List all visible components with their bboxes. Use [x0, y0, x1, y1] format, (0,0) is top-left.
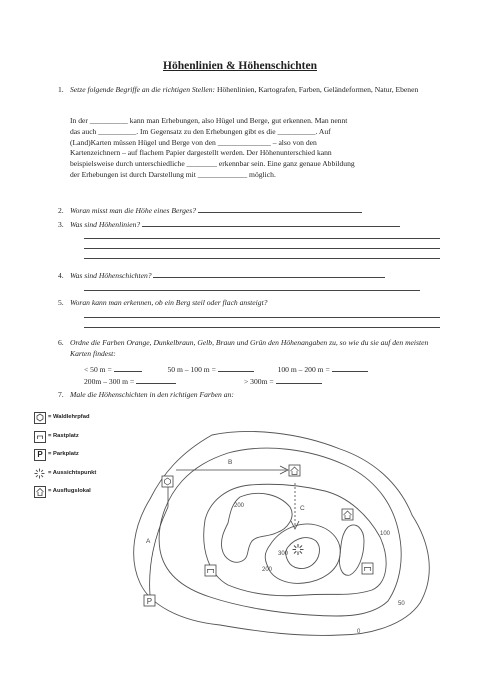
answer-line[interactable] — [218, 365, 254, 372]
legend-label: = Waldlehrpfad — [48, 414, 90, 420]
question-4 — [58, 271, 440, 282]
contour-line-100 — [339, 525, 364, 575]
height-range-row — [84, 377, 322, 386]
elevation-label-200: 200 — [262, 567, 273, 573]
elevation-label-300: 300 — [278, 551, 289, 557]
parking-icon: P — [34, 449, 46, 461]
map-restaurant-icon — [342, 509, 353, 520]
contour-map — [100, 425, 445, 640]
map-rest-area-icon — [205, 565, 216, 576]
range-label: < 50 m = — [84, 365, 112, 374]
map-restaurant-icon — [289, 465, 300, 476]
cloze-line[interactable]: das auch __________. Im Gegensatz zu den Erhebungen gibt es die __________. Auf — [70, 126, 331, 136]
question-text: Ordne die Farben Orange, Dunkelbraun, Gelb, Braun und Grün den Höhenangaben zu, so wie du sie auf den meisten Karten findest: — [70, 338, 429, 358]
contour-line-50 — [159, 448, 401, 616]
height-range-row — [84, 365, 368, 374]
question-text: Was sind Höhenlinien? — [70, 220, 141, 229]
restaurant-icon — [34, 486, 46, 498]
cloze-line[interactable]: Kartenzeichnern – auf flachem Papier dargestellt werden. Der Höhenunterschied kann — [70, 148, 332, 158]
question-7 — [58, 390, 440, 401]
answer-line[interactable] — [142, 220, 400, 227]
range-label: 100 m – 200 m = — [277, 365, 330, 374]
map-viewpoint-icon — [293, 544, 304, 555]
range-label: 50 m – 100 m = — [167, 365, 216, 374]
legend-label: = Aussichtspunkt — [48, 469, 97, 476]
term-list: Höhenlinien, Kartografen, Farben, Geländeformen, Natur, Ebenen — [215, 85, 419, 94]
cloze-paragraph — [70, 116, 442, 181]
answer-lines-q3 — [84, 238, 440, 269]
legend-label: = Ausflugslokal — [48, 488, 91, 494]
answer-lines-q5 — [84, 317, 440, 337]
answer-line[interactable] — [84, 238, 440, 239]
answer-line[interactable] — [276, 377, 322, 384]
question-6 — [58, 338, 442, 359]
elevation-label-100: 100 — [380, 531, 391, 537]
answer-line[interactable] — [153, 271, 385, 278]
legend-label: = Parkplatz — [48, 451, 79, 457]
question-text: Male die Höhenschichten in den richtigen Farben an: — [70, 390, 234, 399]
answer-line[interactable] — [332, 365, 368, 372]
question-number: 1. — [58, 85, 64, 94]
question-number: 4. — [58, 271, 64, 280]
question-number: 3. — [58, 220, 64, 229]
question-number: 2. — [58, 206, 64, 215]
question-text: Woran misst man die Höhe eines Berges? — [70, 206, 196, 215]
viewpoint-icon — [34, 468, 44, 478]
question-number: 6. — [58, 338, 64, 347]
range-label: > 300m = — [244, 377, 274, 386]
nature-trail-icon — [34, 412, 46, 424]
answer-line[interactable] — [84, 327, 440, 328]
answer-line[interactable] — [84, 317, 440, 318]
elevation-label-50: 50 — [398, 601, 405, 607]
question-number: 7. — [58, 390, 64, 399]
route-b-label: B — [228, 459, 233, 466]
answer-line[interactable] — [84, 248, 440, 249]
cloze-line[interactable]: (Land)Karten müssen Hügel und Berge von den ______________ – also von den — [70, 137, 317, 147]
elevation-label-200: 200 — [234, 503, 245, 509]
question-text: Woran kann man erkennen, ob ein Berg steil oder flach ansteigt? — [70, 298, 268, 307]
route-c-label: C — [300, 505, 305, 512]
map-rest-area-icon — [362, 563, 373, 574]
question-text: Setze folgende Begriffe an die richtigen Stellen: — [70, 85, 216, 94]
map-nature-trail-icon — [162, 476, 173, 487]
answer-line[interactable] — [114, 365, 142, 372]
route-a-label: A — [146, 538, 151, 545]
map-parking-icon — [144, 595, 155, 606]
legend-label: = Rastplatz — [48, 432, 79, 439]
answer-line[interactable] — [136, 377, 176, 384]
contour-line-300 — [286, 538, 320, 569]
range-label: 200m – 300 m = — [84, 377, 135, 386]
cloze-line[interactable]: beispielsweise durch unterschiedliche ________ erkennbar sein. Eine ganz genaue Abbildung — [70, 159, 355, 169]
question-1 — [58, 85, 440, 96]
rest-area-icon — [34, 431, 46, 443]
elevation-label-0: 0 — [357, 629, 361, 635]
answer-line[interactable] — [84, 290, 420, 291]
page-title: Höhenlinien & Höhenschichten — [163, 60, 317, 72]
question-number: 5. — [58, 298, 64, 307]
question-text: Was sind Höhenschichten? — [70, 271, 152, 280]
question-3 — [58, 220, 440, 231]
parking-letter: P — [146, 596, 153, 606]
answer-line[interactable] — [84, 258, 440, 259]
question-5 — [58, 298, 440, 309]
answer-line[interactable] — [198, 206, 362, 213]
cloze-line[interactable]: In der __________ kann man Erhebungen, also Hügel und Berge, gut erkennen. Man nennt — [70, 116, 348, 125]
question-2 — [58, 206, 440, 217]
cloze-line[interactable]: der Erhebungen ist durch Darstellung mit _____________ möglich. — [70, 169, 276, 179]
